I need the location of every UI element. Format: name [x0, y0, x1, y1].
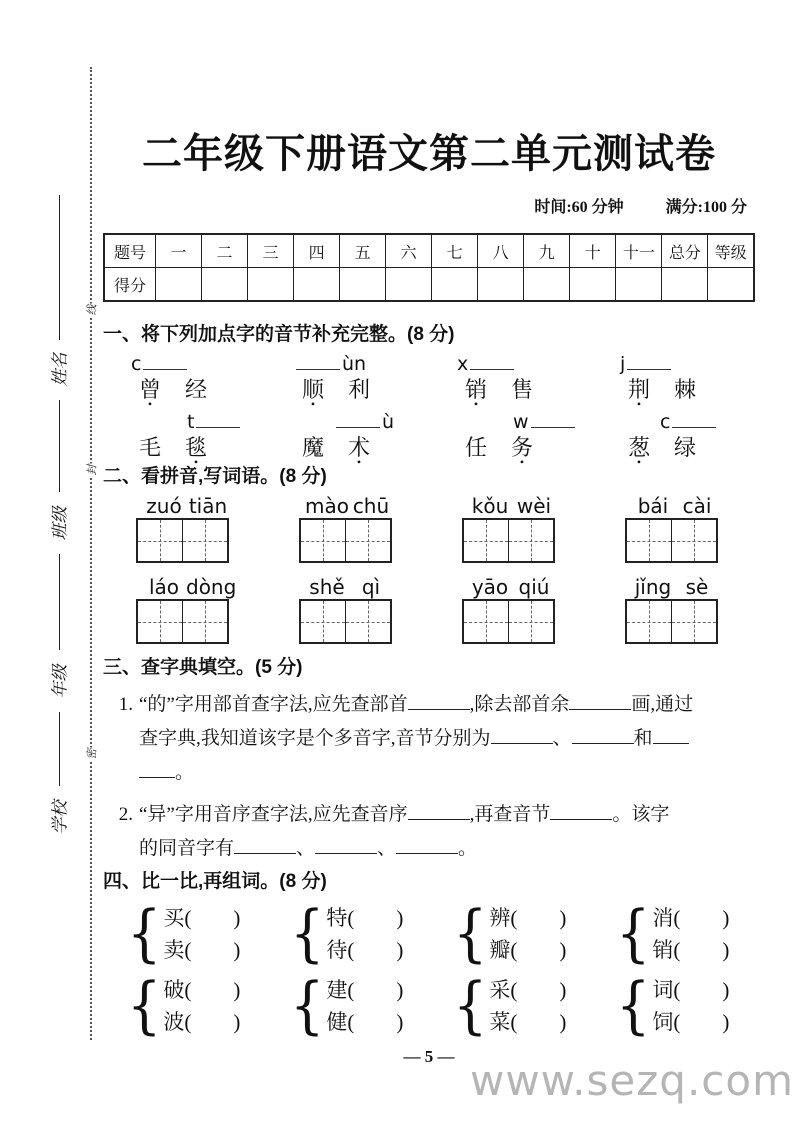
sidebar-field-school-label: 学校: [50, 800, 70, 834]
question-text: 。该字: [612, 804, 670, 825]
grid-cell: [509, 520, 553, 561]
question-text: 的同音字有: [139, 838, 235, 859]
score-cell-empty: [386, 268, 432, 302]
word-blank-parens: ( ): [184, 906, 241, 930]
syllable-item: [103, 353, 266, 405]
word-blank-parens: ( ): [510, 1010, 567, 1034]
score-cell-empty: [432, 268, 478, 302]
pinyin-blank: [296, 353, 340, 370]
seal-char-xian: 线: [82, 300, 100, 320]
pinyin-word-item: [103, 576, 266, 644]
section-2-items: [103, 495, 755, 644]
char: 售: [511, 377, 534, 402]
word-blank-parens: ( ): [347, 978, 404, 1002]
compare-pair: [266, 897, 429, 970]
char: 饲: [652, 1010, 674, 1034]
grid-cell: [138, 520, 183, 561]
pinyin-initial: w: [513, 411, 529, 433]
fill-blank: [139, 763, 175, 778]
score-col: 二: [202, 234, 248, 268]
grid-cell: [509, 601, 553, 642]
char: 销: [652, 938, 674, 962]
char: 棘: [674, 377, 697, 402]
pinyin-syllable: jǐng: [634, 575, 672, 599]
char: 破: [163, 978, 185, 1002]
pinyin-blank: [336, 411, 380, 428]
question-text: 和: [633, 728, 653, 749]
compare-pair: [592, 969, 755, 1042]
seal-char-mi: 密: [82, 744, 100, 764]
char: 特: [326, 906, 348, 930]
pinyin-blank: [627, 353, 671, 370]
writing-grid: [136, 518, 229, 563]
question-text: 。: [458, 838, 478, 859]
word-blank-parens: ( ): [673, 938, 730, 962]
score-table-score-row: [104, 268, 754, 302]
question-text: 画,通过: [631, 694, 694, 715]
score-cell-empty: [662, 268, 708, 302]
char: 采: [489, 978, 511, 1002]
syllable-item: [429, 353, 592, 405]
pinyin-word-item: [266, 576, 429, 644]
class-blank-line: [59, 400, 60, 492]
char: 消: [652, 906, 674, 930]
char: 绿: [674, 435, 697, 460]
dotted-char: 务: [511, 435, 534, 460]
word-blank-parens: ( ): [184, 938, 241, 962]
score-cell-empty: [248, 268, 294, 302]
watermark: www.sezq.com: [469, 1056, 794, 1105]
fill-blank: [315, 839, 377, 854]
score-cell-empty: [616, 268, 662, 302]
pinyin-word-item: [103, 495, 266, 563]
word-blank-parens: ( ): [184, 978, 241, 1002]
word-blank-parens: ( ): [510, 978, 567, 1002]
question-text: “异”字用音序查字法,应先查音序: [139, 804, 408, 825]
pinyin-syllable: bái: [637, 494, 669, 518]
compare-pair: [429, 897, 592, 970]
pinyin-syllable: qì: [361, 575, 381, 599]
pinyin-final: ùn: [342, 353, 367, 375]
brace-icon: {: [290, 897, 325, 970]
fill-blank: [491, 729, 553, 744]
score-cell-empty: [478, 268, 524, 302]
question-text: 、: [296, 838, 316, 859]
school-blank-line: [59, 712, 60, 786]
syllable-item: [266, 411, 429, 463]
score-cell-empty: [340, 268, 386, 302]
pinyin-syllable: mào: [305, 494, 349, 518]
pinyin-syllable: dòng: [186, 575, 237, 599]
sidebar-field-name-label: 姓名: [50, 352, 70, 386]
grade-blank-line: [59, 554, 60, 650]
word-blank-parens: ( ): [347, 938, 404, 962]
fill-blank: [550, 805, 612, 820]
char: 瓣: [489, 938, 511, 962]
pinyin-blank: [470, 353, 514, 370]
writing-grid: [462, 518, 555, 563]
pinyin-syllable: cài: [682, 494, 712, 518]
compare-pair: [103, 969, 266, 1042]
brace-icon: {: [616, 969, 651, 1042]
score-cell-empty: [202, 268, 248, 302]
char: 任: [465, 435, 488, 460]
char: 毛: [139, 435, 162, 460]
score-col: 一: [156, 234, 202, 268]
pinyin-blank: [672, 411, 716, 428]
char: 健: [326, 1010, 348, 1034]
compare-pair: [103, 897, 266, 970]
word-blank-parens: ( ): [673, 978, 730, 1002]
section-2-heading: 二、看拼音,写词语。(8 分): [103, 466, 327, 487]
item-number: 1.: [118, 694, 133, 715]
sidebar-field-grade: [40, 652, 76, 710]
char: 建: [326, 978, 348, 1002]
score-col: 九: [524, 234, 570, 268]
question-text: 。: [175, 762, 195, 783]
char: 买: [163, 906, 185, 930]
dotted-char: 葱: [628, 435, 651, 460]
score-cell-empty: [294, 268, 340, 302]
pinyin-syllable: shě: [309, 575, 345, 599]
brace-icon: {: [453, 897, 488, 970]
pinyin-syllable: qiú: [518, 575, 550, 599]
section-1-items: [103, 353, 755, 463]
writing-grid: [462, 599, 555, 644]
compare-pair: [592, 897, 755, 970]
grid-cell: [183, 520, 227, 561]
score-col: 十一: [616, 234, 662, 268]
syllable-item: [429, 411, 592, 463]
dictionary-item-1: [103, 688, 755, 790]
pinyin-syllable: yāo: [471, 575, 509, 599]
pinyin-word-item: [429, 495, 592, 563]
sidebar-field-grade-label: 年级: [50, 664, 70, 698]
question-text: 、: [552, 728, 572, 749]
pinyin-syllable: chū: [352, 494, 390, 518]
item-number: 2.: [118, 804, 133, 825]
pinyin-initial: t: [187, 411, 195, 433]
score-cell-empty: [156, 268, 202, 302]
word-blank-parens: ( ): [347, 1010, 404, 1034]
grid-cell: [627, 520, 672, 561]
fill-blank: [569, 695, 631, 710]
dotted-char: 曾: [139, 377, 162, 402]
grid-cell: [672, 601, 716, 642]
grid-cell: [138, 601, 183, 642]
score-col: 等级: [708, 234, 754, 268]
word-blank-parens: ( ): [673, 1010, 730, 1034]
score-cell-empty: [570, 268, 616, 302]
section-4-items: [103, 897, 755, 1042]
sidebar-field-class: [40, 494, 76, 552]
exam-paper: [103, 0, 755, 1068]
char: 词: [652, 978, 674, 1002]
fill-blank: [396, 839, 458, 854]
char: 待: [326, 938, 348, 962]
exam-time: 时间:60 分钟: [534, 199, 624, 216]
syllable-item: [103, 411, 266, 463]
dotted-char: 术: [348, 435, 371, 460]
section-4-heading: 四、比一比,再组词。(8 分): [103, 871, 327, 892]
word-blank-parens: ( ): [510, 906, 567, 930]
pinyin-initial: c: [660, 411, 671, 433]
syllable-item: [592, 411, 755, 463]
score-table: [103, 233, 755, 302]
fill-blank: [408, 695, 470, 710]
pinyin-syllable: wèi: [516, 494, 552, 518]
score-col: 五: [340, 234, 386, 268]
score-table-header-row: [104, 234, 754, 268]
page-number: — 5 —: [403, 1047, 455, 1066]
pinyin-blank: [196, 411, 240, 428]
brace-icon: {: [453, 969, 488, 1042]
section-1-heading: 一、将下列加点字的音节补充完整。(8 分): [103, 324, 455, 345]
score-cell-empty: [708, 268, 754, 302]
score-col: 八: [478, 234, 524, 268]
pinyin-syllable: kǒu: [471, 494, 509, 518]
writing-grid: [625, 518, 718, 563]
seal-char-feng: 封: [82, 460, 100, 480]
exam-meta: [103, 197, 755, 219]
fill-blank: [653, 729, 689, 744]
fill-blank: [572, 729, 634, 744]
compare-pair: [266, 969, 429, 1042]
char: 经: [185, 377, 208, 402]
score-table-score-label: 得分: [104, 268, 156, 302]
pinyin-final: ù: [382, 411, 395, 433]
dotted-char: 销: [465, 377, 488, 402]
score-col: 总分: [662, 234, 708, 268]
pinyin-word-item: [592, 495, 755, 563]
writing-grid: [136, 599, 229, 644]
char: 辨: [489, 906, 511, 930]
seal-dotted-line: [90, 67, 92, 1040]
question-text: 查字典,我知道该字是个多音字,音节分别为: [139, 728, 491, 749]
grid-cell: [346, 520, 390, 561]
char: 卖: [163, 938, 185, 962]
pinyin-word-item: [429, 576, 592, 644]
brace-icon: {: [616, 897, 651, 970]
grid-cell: [672, 520, 716, 561]
grid-cell: [301, 520, 346, 561]
page-title: 二年级下册语文第二单元测试卷: [142, 132, 716, 176]
brace-icon: {: [290, 969, 325, 1042]
score-cell-empty: [524, 268, 570, 302]
pinyin-syllable: sè: [685, 575, 709, 599]
score-col: 六: [386, 234, 432, 268]
grid-cell: [627, 601, 672, 642]
pinyin-blank: [531, 411, 575, 428]
writing-grid: [625, 599, 718, 644]
question-text: ,再查音节: [469, 804, 551, 825]
pinyin-syllable: zuó: [146, 494, 182, 518]
syllable-item: [592, 353, 755, 405]
pinyin-initial: j: [620, 353, 626, 375]
writing-grid: [299, 518, 392, 563]
dotted-char: 毯: [185, 435, 208, 460]
grid-cell: [183, 601, 227, 642]
dotted-char: 顺: [302, 377, 325, 402]
name-blank-line: [59, 195, 60, 340]
grid-cell: [464, 520, 509, 561]
score-table-header-label: 题号: [104, 234, 156, 268]
syllable-item: [266, 353, 429, 405]
exam-full-score: 满分:100 分: [665, 199, 747, 216]
grid-cell: [301, 601, 346, 642]
char: 利: [348, 377, 371, 402]
pinyin-initial: c: [131, 353, 142, 375]
word-blank-parens: ( ): [510, 938, 567, 962]
section-3-heading: 三、查字典填空。(5 分): [103, 657, 303, 678]
brace-icon: {: [127, 969, 162, 1042]
sidebar-field-class-label: 班级: [50, 506, 70, 540]
brace-icon: {: [127, 897, 162, 970]
grid-cell: [346, 601, 390, 642]
fill-blank: [234, 839, 296, 854]
dictionary-item-2: [103, 798, 755, 866]
sidebar-field-school: [40, 788, 76, 846]
question-text: 、: [377, 838, 397, 859]
sidebar-field-name: [40, 340, 76, 398]
word-blank-parens: ( ): [673, 906, 730, 930]
pinyin-initial: x: [457, 353, 469, 375]
char: 菜: [489, 1010, 511, 1034]
writing-grid: [299, 599, 392, 644]
pinyin-syllable: tiān: [188, 494, 228, 518]
score-col: 十: [570, 234, 616, 268]
dotted-char: 荆: [628, 377, 651, 402]
compare-pair: [429, 969, 592, 1042]
grid-cell: [464, 601, 509, 642]
word-blank-parens: ( ): [184, 1010, 241, 1034]
pinyin-word-item: [592, 576, 755, 644]
pinyin-word-item: [266, 495, 429, 563]
score-col: 七: [432, 234, 478, 268]
score-col: 三: [248, 234, 294, 268]
fill-blank: [408, 805, 470, 820]
question-text: “的”字用部首查字法,应先查部首: [139, 694, 408, 715]
char: 波: [163, 1010, 185, 1034]
pinyin-syllable: láo: [148, 575, 180, 599]
word-blank-parens: ( ): [347, 906, 404, 930]
pinyin-blank: [143, 353, 187, 370]
score-col: 四: [294, 234, 340, 268]
question-text: ,除去部首余: [469, 694, 570, 715]
char: 魔: [302, 435, 325, 460]
